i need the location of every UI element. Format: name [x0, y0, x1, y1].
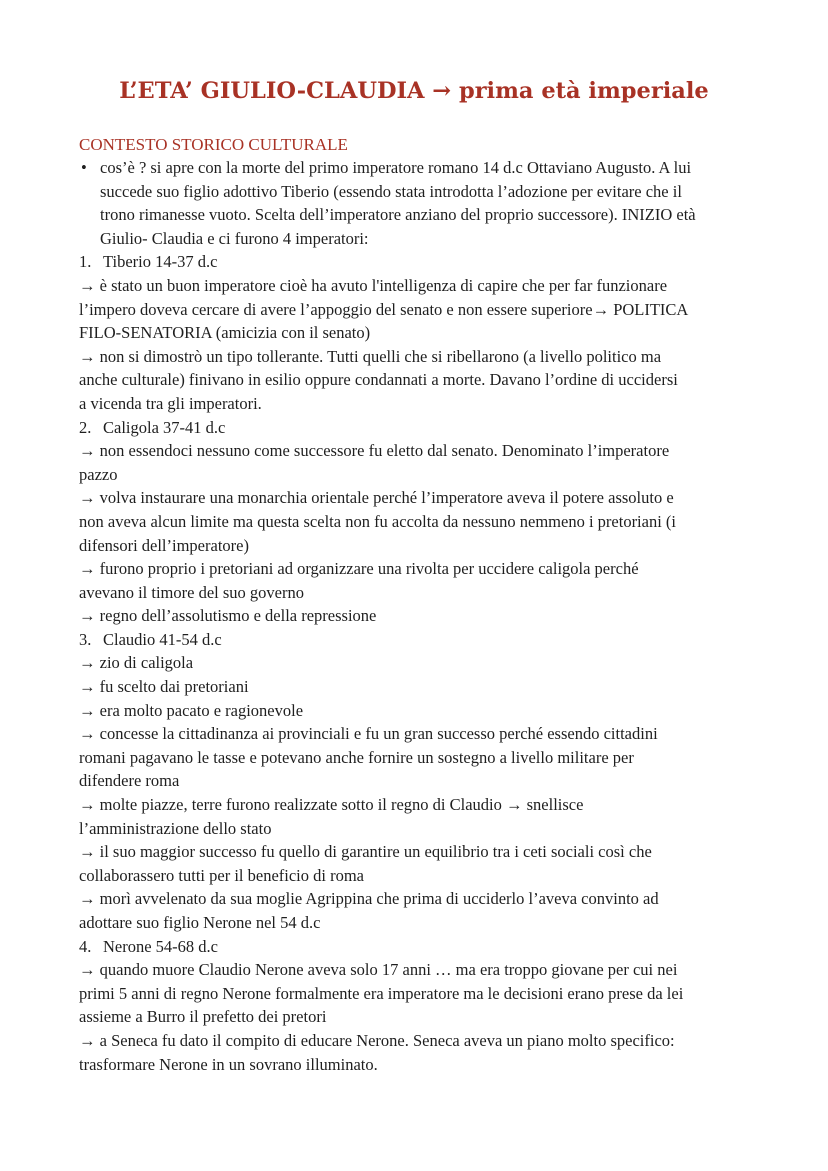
text-line: → morì avvelenato da sua moglie Agrippina che prima di ucciderlo l’aveva convinto ad [79, 889, 659, 909]
line-text: trono rimanesse vuoto. Scelta dell’imperatore anziano del proprio successore). INIZIO età [100, 205, 696, 225]
emperor-heading [79, 628, 759, 652]
text-line: → a Seneca fu dato il compito di educare Nerone. Seneca aveva un piano molto specifico: [79, 1030, 675, 1050]
text-line: l’amministrazione dello stato [79, 818, 272, 838]
list-number: 4. [79, 936, 92, 956]
emperor-heading [79, 250, 759, 274]
bullet-line [79, 203, 759, 227]
bullet-line [79, 156, 759, 180]
text-line: → era molto pacato e ragionevole [79, 700, 304, 720]
emperor-name: Claudio 41-54 d.c [103, 629, 222, 649]
bullet-line [79, 180, 759, 204]
text-line: → il suo maggior successo fu quello di garantire un equilibrio tra i ceti sociali così che [79, 842, 652, 862]
text-line: → molte piazze, terre furono realizzate sotto il regno di Claudio → snellisce [79, 795, 584, 815]
list-number: 1. [79, 252, 92, 272]
line-text: succede suo figlio adottivo Tiberio (essendo stata introdotta l’adozione per evitare che il [100, 181, 682, 201]
text-line: → non si dimostrò un tipo tollerante. Tutti quelli che si ribellarono (a livello politico ma [79, 346, 662, 366]
text-line: FILO-SENATORIA (amicizia con il senato) [79, 323, 371, 343]
text-line: → è stato un buon imperatore cioè ha avuto l'intelligenza di capire che per far funzionare [79, 275, 668, 295]
page-title: L’ETA’ GIULIO-CLAUDIA → prima età imperiale [119, 78, 709, 104]
text-line: collaborassero tutti per il beneficio di roma [79, 865, 364, 885]
emperor-name: Nerone 54-68 d.c [103, 936, 219, 956]
bullet-line [79, 227, 759, 251]
text-line: → furono proprio i pretoriani ad organizzare una rivolta per uccidere caligola perché [79, 559, 639, 579]
line-text: cos’è ? si apre con la morte del primo imperatore romano 14 d.c Ottaviano Augusto. A lui [100, 158, 692, 177]
line-text: Giulio- Claudia e ci furono 4 imperatori: [100, 228, 369, 248]
text-line: assieme a Burro il prefetto dei pretori [79, 1007, 327, 1027]
emperor-name: Tiberio 14-37 d.c [103, 252, 218, 272]
section-heading: CONTESTO STORICO CULTURALE [79, 135, 348, 154]
text-line: romani pagavano le tasse e potevano anche fornire un sostegno a livello militare per [79, 747, 634, 767]
text-line: l’impero doveva cercare di avere l’appoggio del senato e non essere superiore→ POLITICA [79, 299, 689, 319]
text-line: → non essendoci nessuno come successore fu eletto dal senato. Denominato l’imperatore [79, 441, 670, 461]
text-line: → quando muore Claudio Nerone aveva solo 17 anni … ma era troppo giovane per cui nei [79, 960, 678, 980]
emperor-heading [79, 416, 759, 440]
text-line: pazzo [79, 464, 118, 484]
text-line: a vicenda tra gli imperatori. [79, 393, 262, 413]
document-body [79, 133, 759, 1076]
emperor-name: Caligola 37-41 d.c [103, 417, 226, 437]
text-line: avevano il timore del suo governo [79, 582, 304, 602]
text-line: → regno dell’assolutismo e della repressione [79, 606, 377, 626]
text-line: primi 5 anni di regno Nerone formalmente era imperatore ma le decisioni erano prese da lei [79, 983, 684, 1003]
emperor-heading [79, 935, 759, 959]
list-number: 2. [79, 417, 92, 437]
text-line: → fu scelto dai pretoriani [79, 677, 249, 697]
text-line: difendere roma [79, 771, 180, 791]
text-line: non aveva alcun limite ma questa scelta non fu accolta da nessuno nemmeno i pretoriani (i [79, 511, 677, 531]
text-line: trasformare Nerone in un sovrano illuminato. [79, 1054, 378, 1074]
bullet-icon: • [81, 158, 87, 177]
text-line: → concesse la cittadinanza ai provinciali e fu un gran successo perché essendo cittadini [79, 724, 658, 744]
list-number: 3. [79, 629, 92, 649]
text-line: → volva instaurare una monarchia orientale perché l’imperatore aveva il potere assoluto e [79, 488, 674, 508]
text-line: difensori dell’imperatore) [79, 535, 249, 555]
text-line: adottare suo figlio Nerone nel 54 d.c [79, 913, 321, 932]
text-line: → zio di caligola [79, 653, 194, 673]
text-line: anche culturale) finivano in esilio oppure condannati a morte. Davano l’ordine di uccidersi [79, 370, 678, 390]
text-lines [79, 156, 759, 1076]
